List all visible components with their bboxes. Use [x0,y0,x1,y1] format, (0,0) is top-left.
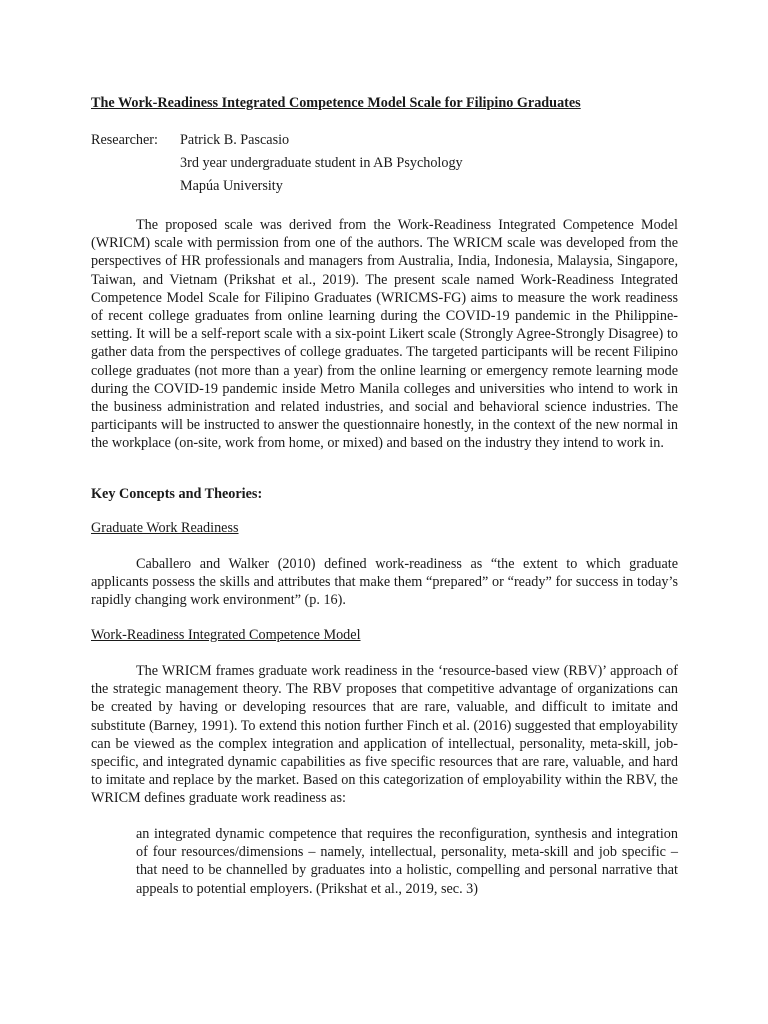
researcher-name-row [91,129,691,152]
graduate-work-readiness-paragraph: Caballero and Walker (2010) defined work-readiness as “the extent to which graduate applicants possess the skills and attributes that make them “prepared” or “ready” for success in today’s rapidly changing work environment” (p. 16). [91,556,678,609]
researcher-block [91,129,691,198]
block-quote: an integrated dynamic competence that requires the reconfiguration, synthesis and integration of four resources/dimensions – namely, intellectual, personality, meta-skill and job specific – that need to be channelled by graduates into a holistic, compelling and personal narrative that appeals to potential employers. (Prikshat et al., 2019, sec. 3) [136,826,678,897]
researcher-role: 3rd year undergraduate student in AB Psychology [180,155,463,171]
key-concepts-heading: Key Concepts and Theories: [91,486,263,502]
researcher-name: Patrick B. Pascasio [180,132,290,148]
section-heading-graduate-work-readiness: Graduate Work Readiness [91,520,239,536]
researcher-label: Researcher: [91,132,158,148]
researcher-university: Mapúa University [180,178,283,194]
document-title: The Work-Readiness Integrated Competence Model Scale for Filipino Graduates [91,95,581,111]
intro-paragraph: The proposed scale was derived from the Work-Readiness Integrated Competence Model (WRICM) scale with permission from one of the authors. The WRICM scale was developed from the perspectives of HR professionals and managers from Australia, India, Indonesia, Malaysia, Singapore, Taiwan, and Vietnam (Prikshat et al., 2019). The present scale named Work-Readiness Integrated Competence Model Scale for Filipino Graduates (WRICMS-FG) aims to measure the work readiness of recent college graduates from online learning during the COVID-19 pandemic in the Philippine-setting. It will be a self-report scale with a six-point Likert scale (Strongly Agree-Strongly Disagree) to gather data from the perspectives of college graduates. The targeted participants will be recent Filipino college graduates (not more than a year) from the online learning or emergency remote learning mode during the COVID-19 pandemic inside Metro Manila colleges and universities who intend to work in the business administration and related industries, and social and behavioral science industries. The participants will be instructed to answer the questionnaire honestly, in the context of the new normal in the workplace (on-site, work from home, or mixed) and based on the industry they intend to work in. [91,217,678,452]
researcher-role-row [91,152,691,175]
wricm-paragraph: The WRICM frames graduate work readiness in the ‘resource-based view (RBV)’ approach of the strategic management theory. The RBV proposes that competitive advantage of organizations can be created by having or developing resources that are rare, valuable, and difficult to imitate and substitute (Barney, 1991). To extend this notion further Finch et al. (2016) suggested that employability can be viewed as the complex integration and application of intellectual, personality, meta-skill, job-specific, and integrated dynamic capabilities as five specific resources that are rare, valuable, and hard to imitate and replace by the market. Based on this categorization of employability within the RBV, the WRICM defines graduate work readiness as: [91,663,678,807]
researcher-university-row [91,175,691,198]
section-heading-wricm: Work-Readiness Integrated Competence Model [91,627,361,643]
